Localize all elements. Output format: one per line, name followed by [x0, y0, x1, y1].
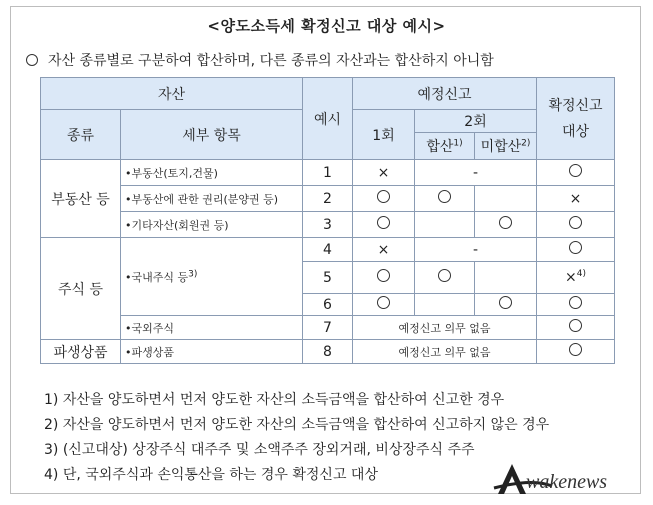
row-number: 8: [303, 340, 353, 364]
header-final: 확정신고 대상: [537, 78, 615, 160]
header-prelim: 예정신고: [353, 78, 537, 110]
footnotes: [44, 388, 549, 488]
row-number: 5: [303, 262, 353, 294]
cross-mark: ×: [353, 160, 415, 186]
logo-text: wakenews: [526, 471, 608, 493]
table-row: [41, 340, 615, 364]
table-row: [41, 160, 615, 186]
detail-derivative: •파생상품: [121, 340, 303, 364]
header-sum: 합산$^{1)}$: [415, 133, 475, 160]
type-stock: 주식 등: [41, 238, 121, 340]
circle-icon: [569, 216, 582, 229]
table-row: [41, 186, 615, 212]
footnote-4: 4) 단, 국외주식과 손익통산을 하는 경우 확정신고 대상: [44, 467, 378, 483]
row-number: 1: [303, 160, 353, 186]
circle-icon: [377, 190, 390, 203]
dash-mark: -: [415, 160, 537, 186]
header-asset: 자산: [41, 78, 303, 110]
awakenews-logo: [492, 460, 642, 500]
type-real-estate: 부동산 등: [41, 160, 121, 238]
cross-mark: ×: [353, 238, 415, 262]
row-number: 7: [303, 316, 353, 340]
detail-property-right: •부동산에 관한 권리(분양권 등): [121, 186, 303, 212]
circle-icon: [569, 296, 582, 309]
row-number: 6: [303, 294, 353, 316]
table-row: [41, 316, 615, 340]
header-first: 1회: [353, 110, 415, 160]
header-detail: 세부 항목: [121, 110, 303, 160]
circle-icon: [438, 190, 451, 203]
header-type: 종류: [41, 110, 121, 160]
header-example: 예시: [303, 78, 353, 160]
cross-mark: ×: [537, 186, 615, 212]
example-table: [40, 77, 615, 364]
detail-domestic-stock: •국내주식 등$^{3)}$: [121, 238, 303, 316]
header-second: 2회: [415, 110, 537, 133]
intro-line: [26, 50, 494, 70]
no-prelim-note: 예정신고 의무 없음: [353, 316, 537, 340]
detail-real-estate: •부동산(토지,건물): [121, 160, 303, 186]
circle-icon: [377, 296, 390, 309]
table-row: [41, 212, 615, 238]
row-number: 2: [303, 186, 353, 212]
detail-other-asset: •기타자산(회원권 등): [121, 212, 303, 238]
intro-text: 자산 종류별로 구분하여 합산하며, 다른 종류의 자산과는 합산하지 아니함: [48, 53, 494, 69]
footnote-1: 1) 자산을 양도하면서 먼저 양도한 자산의 소득금액을 합산하여 신고한 경우: [44, 392, 505, 408]
page-title: <양도소득세 확정신고 대상 예시>: [207, 17, 446, 35]
row-number: 4: [303, 238, 353, 262]
circle-icon: [569, 164, 582, 177]
circle-bullet-icon: [26, 54, 38, 66]
footnote-3: 3) (신고대상) 상장주식 대주주 및 소액주주 장외거래, 비상장주식 주주: [44, 442, 475, 458]
circle-icon: [377, 216, 390, 229]
circle-icon: [377, 269, 390, 282]
type-derivative: 파생상품: [41, 340, 121, 364]
circle-icon: [569, 319, 582, 332]
cross-mark-with-note: ×$^{4)}$: [537, 262, 615, 294]
circle-icon: [499, 216, 512, 229]
circle-icon: [569, 343, 582, 356]
header-nosum: 미합산$^{2)}$: [475, 133, 537, 160]
no-prelim-note: 예정신고 의무 없음: [353, 340, 537, 364]
dash-mark: -: [415, 238, 537, 262]
detail-foreign-stock: •국외주식: [121, 316, 303, 340]
row-number: 3: [303, 212, 353, 238]
circle-icon: [569, 241, 582, 254]
footnote-2: 2) 자산을 양도하면서 먼저 양도한 자산의 소득금액을 합산하여 신고하지 않은 경우: [44, 417, 550, 433]
circle-icon: [438, 269, 451, 282]
table-row: [41, 238, 615, 262]
circle-icon: [499, 296, 512, 309]
